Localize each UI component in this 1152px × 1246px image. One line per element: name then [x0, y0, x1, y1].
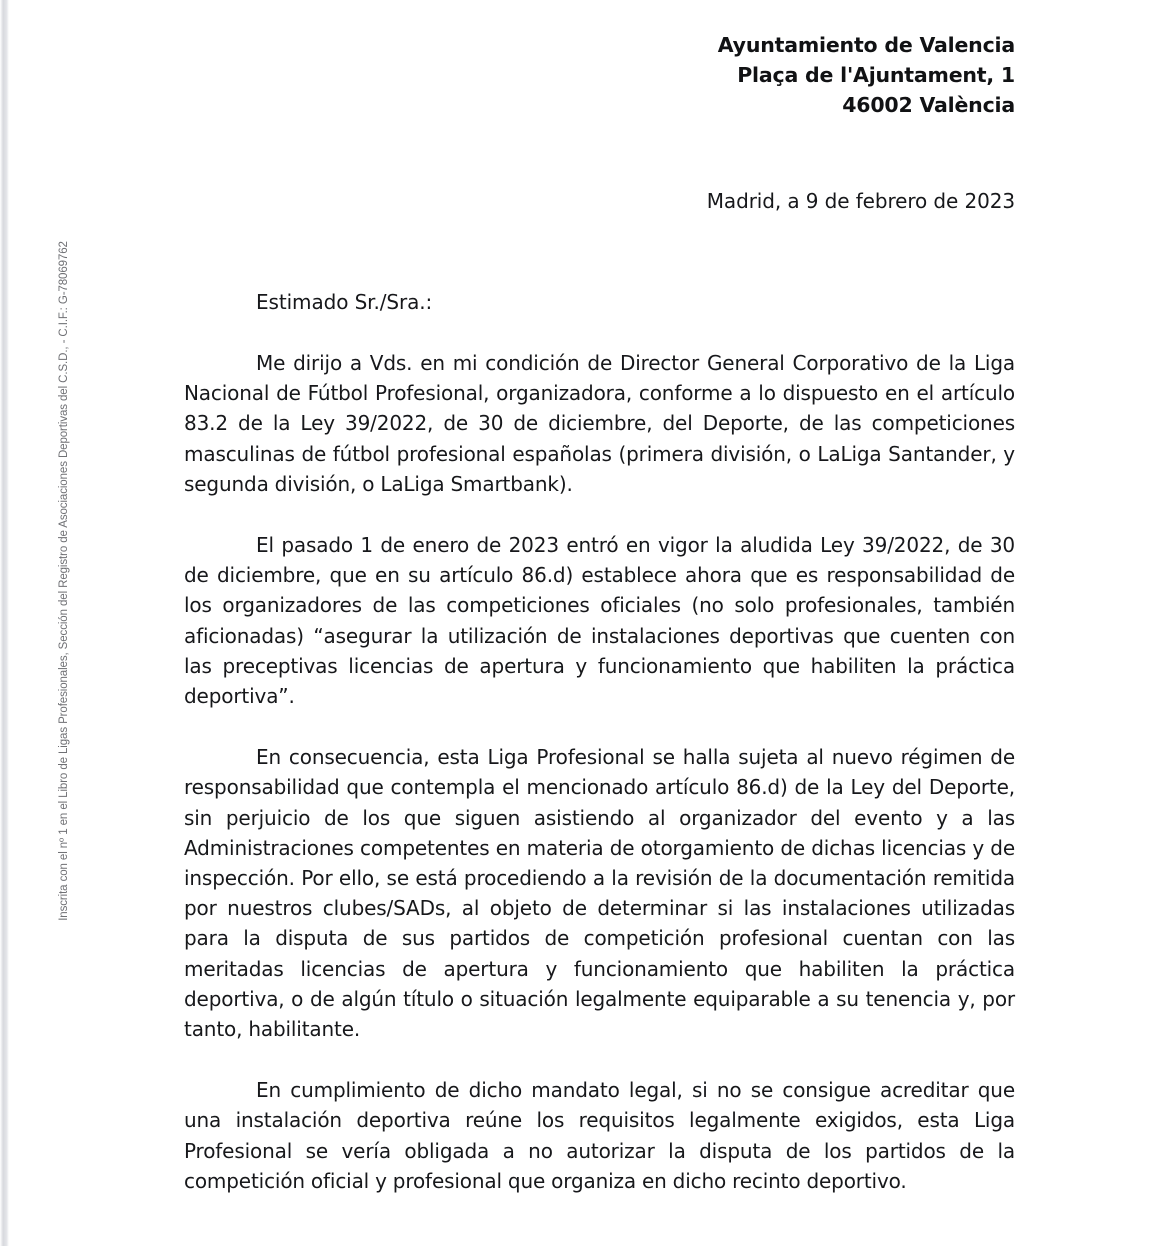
body-paragraph: El pasado 1 de enero de 2023 entró en vigor la aludida Ley 39/2022, de 30 de diciembre, que en su artículo 86.d) establece ahora que es responsabilidad de los organizadores de las competiciones oficiales (no solo profesionales, también aficionadas) “asegurar la utilización de instalaciones deportivas que cuenten con las preceptivas licencias de apertura y funcionamiento que habiliten la práctica deportiva”. [184, 533, 1015, 709]
dateline: Madrid, a 9 de febrero de 2023 [706, 189, 1015, 213]
recipient-city: 46002 València [842, 93, 1015, 117]
page-edge-shadow [0, 0, 9, 1246]
body-paragraph: Me dirijo a Vds. en mi condición de Director General Corporativo de la Liga Nacional de Fútbol Profesional, organizadora, conforme a lo dispuesto en el artículo 83.2 de la Ley 39/2022, de 30 de diciembre, del Deporte, de las competiciones masculinas de fútbol profesional españolas (primera división, o LaLiga Santander, y segunda división, o LaLiga Smartbank). [184, 351, 1015, 496]
document-content [184, 0, 1015, 1196]
recipient-street: Plaça de l'Ajuntament, 1 [737, 63, 1015, 87]
body-paragraph: En consecuencia, esta Liga Profesional se halla sujeta al nuevo régimen de responsabilidad que contempla el mencionado artículo 86.d) de la Ley del Deporte, sin perjuicio de los que siguen asistiendo al organizador del evento y a las Administraciones competentes en materia de otorgamiento de dichas licencias y de inspección. Por ello, se está procediendo a la revisión de la documentación remitida por nuestros clubes/SADs, al objeto de determinar si las instalaciones utilizadas para la disputa de sus partidos de competición profesional cuentan con las meritadas licencias de apertura y funcionamiento que habiliten la práctica deportiva, o de algún título o situación legalmente equiparable a su tenencia y, por tanto, habilitante. [184, 745, 1015, 1042]
recipient-letterhead [184, 30, 1015, 120]
letter-body [184, 348, 1015, 1196]
body-paragraph: En cumplimiento de dicho mandato legal, si no se consigue acreditar que una instalación deportiva reúne los requisitos legalmente exigidos, esta Liga Profesional se vería obligada a no autorizar la disputa de los partidos de la competición oficial y profesional que organiza en dicho recinto deportivo. [184, 1078, 1015, 1193]
recipient-name: Ayuntamiento de Valencia [717, 33, 1015, 57]
salutation: Estimado Sr./Sra.: [256, 290, 433, 314]
registration-legend: Inscrita con el nº 1 en el Libro de Ligas Profesionales, Sección del Registro de Asociaciones Deportivas del C.S.D., - C.I.F.: G-78069762 [58, 241, 70, 921]
